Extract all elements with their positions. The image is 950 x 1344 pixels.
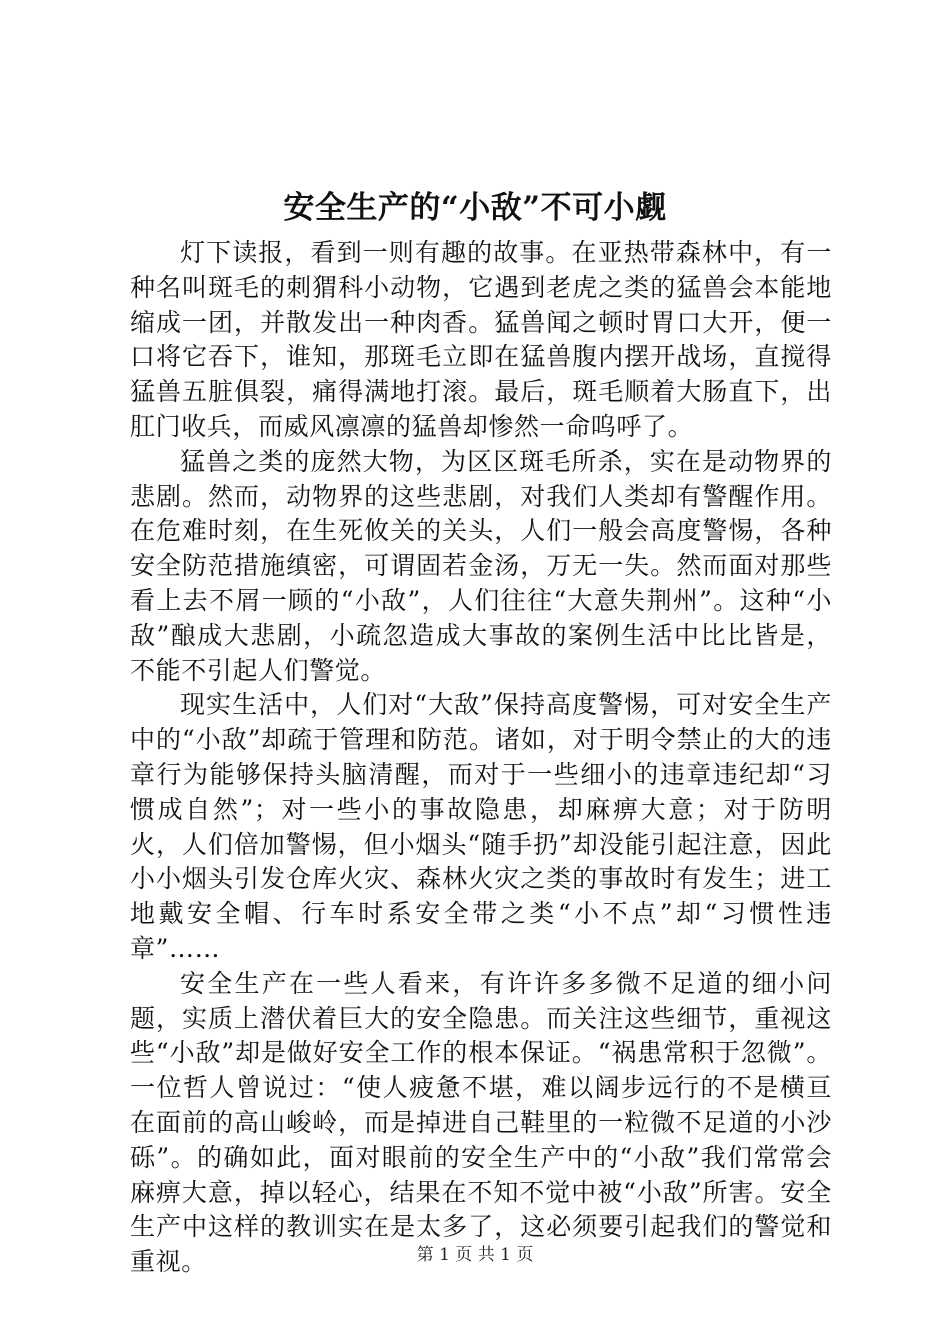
document-title: 安全生产的“小敌”不可小觑 bbox=[283, 190, 667, 226]
page-number-footer: 第 1 页 共 1 页 bbox=[416, 1245, 534, 1265]
paragraph-3: 现实生活中，人们对“大敌”保持高度警惕，可对安全生产中的“小敌”却疏于管理和防范。诸如，对于明令禁止的大的违章行为能够保持头脑清醒，而对于一些细小的违章违纪却“习惯成自然”；对一些小的事故隐患，却麻痹大意；对于防明火，人们倍加警惕，但小烟头“随手扔”却没能引起注意，因此小小烟头引发仓库火灾、森林火灾之类的事故时有发生；进工地戴安全帽、行车时系安全带之类“小不点”却“习惯性违章”…… bbox=[130, 690, 832, 963]
paragraph-2: 猛兽之类的庞然大物，为区区斑毛所杀，实在是动物界的悲剧。然而，动物界的这些悲剧，对我们人类却有警醒作用。在危难时刻，在生死攸关的关头，人们一般会高度警惕，各种安全防范措施缜密，可谓固若金汤，万无一失。然而面对那些看上去不屑一顾的“小敌”，人们往往“大意失荆州”。这种“小敌”酿成大悲剧，小疏忽造成大事故的案例生活中比比皆是，不能不引起人们警觉。 bbox=[130, 446, 832, 685]
paragraph-1: 灯下读报，看到一则有趣的故事。在亚热带森林中，有一种名叫斑毛的刺猬科小动物，它遇到老虎之类的猛兽会本能地缩成一团，并散发出一种肉香。猛兽闻之顿时胃口大开，便一口将它吞下，谁知，那斑毛立即在猛兽腹内摆开战场，直搅得猛兽五脏俱裂，痛得满地打滚。最后，斑毛顺着大肠直下，出肛门收兵，而威风凛凛的猛兽却惨然一命呜呼了。 bbox=[130, 238, 832, 441]
document-body bbox=[130, 236, 832, 1280]
paragraph-4: 安全生产在一些人看来，有许许多多微不足道的细小问题，实质上潜伏着巨大的安全隐患。而关注这些细节，重视这些“小敌”却是做好安全工作的根本保证。“祸患常积于忽微”。一位哲人曾说过：“使人疲惫不堪，难以阔步远行的不是横亘在面前的高山峻岭，而是掉进自己鞋里的一粒微不足道的小沙砾”。的确如此，面对眼前的安全生产中的“小敌”我们常常会麻痹大意，掉以轻心，结果在不知不觉中被“小敌”所害。安全生产中这样的教训实在是太多了，这必须要引起我们的警觉和重视。 bbox=[130, 968, 832, 1277]
